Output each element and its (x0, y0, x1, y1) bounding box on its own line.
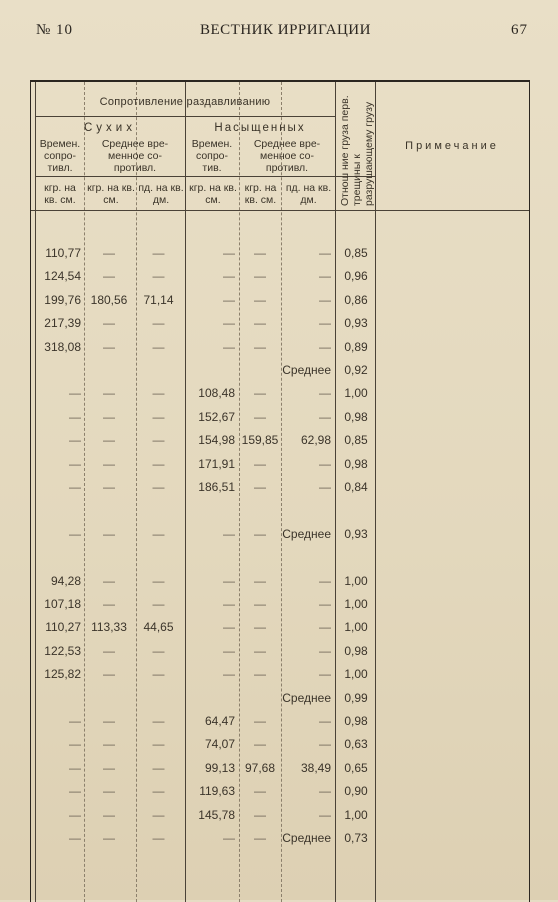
cell-d2: — (103, 760, 115, 775)
unit-sat-temp: кгр. на кв. см. (189, 182, 237, 206)
cell-s1 (185, 687, 235, 709)
cell-ratio: 0,63 (344, 737, 368, 752)
cell-d3: — (152, 573, 165, 588)
unit-sat-avg-dm: пд. на кв. дм. (285, 182, 332, 206)
table-row (31, 780, 529, 802)
cell-s2: 159,85 (241, 433, 279, 448)
cell-d1: — (69, 526, 81, 541)
cell-s2: — (254, 456, 266, 471)
cell-d3: — (152, 714, 165, 728)
cell-s2: — (254, 784, 266, 799)
cell-ratio: 0,96 (344, 269, 368, 284)
cell-s1: 119,63 (199, 784, 235, 799)
table-row (31, 593, 529, 615)
table-row (31, 382, 529, 404)
cell-d2: 180,56 (90, 292, 128, 307)
cell-d1: 199,76 (44, 292, 81, 307)
cell-d1: 125,82 (44, 667, 81, 682)
cell-d1: — (69, 456, 81, 471)
cell-s1: — (223, 597, 235, 611)
unit-dry-avg-cm: кгр. на кв. см. (87, 182, 135, 206)
cell-ratio: 1,00 (344, 597, 368, 611)
cell-d3: — (152, 246, 165, 260)
cell-ratio: 1,00 (344, 807, 368, 822)
cell-s3: — (319, 643, 331, 658)
cell-ratio: 1,00 (344, 386, 368, 401)
cell-d3: — (152, 269, 165, 284)
cell-d1: — (69, 760, 81, 775)
cell-d2: — (103, 246, 115, 260)
cell-d3 (136, 546, 181, 568)
cell-s3: 38,49 (300, 760, 331, 775)
cell-d3: — (152, 433, 165, 448)
cell-s1: 64,47 (204, 714, 235, 728)
cell-s2: — (254, 597, 266, 611)
unit-dry-temp: кгр. на кв. см. (44, 182, 76, 206)
cell-s3: Среднее (282, 526, 331, 541)
table-row (31, 757, 529, 779)
table-row (31, 499, 529, 521)
cell-s1: 99,13 (204, 760, 235, 775)
cell-s2: — (254, 714, 266, 728)
cell-ratio: 0,85 (344, 433, 368, 448)
cell-d2: — (103, 386, 115, 401)
cell-s1: 186,51 (198, 480, 235, 494)
cell-s2: — (254, 409, 266, 424)
sat-avg-header: Среднее вре- менное со- противл. (253, 138, 321, 174)
cell-s1: — (223, 316, 235, 331)
table-row (31, 804, 529, 826)
cell-s2 (239, 546, 281, 568)
cell-s2: 97,68 (244, 760, 276, 775)
cell-d3 (136, 499, 181, 521)
cell-ratio: 0,99 (344, 690, 368, 705)
cell-s3: Среднее (282, 363, 331, 377)
cell-ratio (339, 499, 373, 521)
cell-s3: — (319, 620, 331, 635)
cell-d3: — (152, 386, 165, 401)
dry-temp-header: Времен. сопро- тивл. (39, 138, 81, 174)
note-header: Примечание (405, 140, 499, 152)
cell-ratio: 1,00 (344, 667, 368, 682)
unit-dry-avg-dm: пд. на кв. дм. (138, 182, 184, 206)
table-row (31, 453, 529, 475)
table-row (31, 687, 529, 709)
cell-s1 (185, 546, 235, 568)
header-bottom-rule (31, 210, 529, 211)
cell-s2: — (254, 737, 266, 752)
cell-ratio: 1,00 (344, 573, 368, 588)
table-row (31, 827, 529, 849)
cell-s2: — (254, 246, 266, 260)
header-rule (35, 176, 375, 177)
cell-s3: — (319, 480, 331, 494)
cell-d2: — (103, 714, 115, 728)
cell-d2: — (103, 480, 115, 494)
cell-ratio: 0,98 (344, 456, 368, 471)
cell-d1 (35, 687, 81, 709)
cell-d3: — (152, 643, 165, 658)
cell-d1: 124,54 (44, 269, 81, 284)
cell-d1: — (69, 737, 81, 752)
cell-s2: — (254, 667, 266, 682)
cell-d2 (84, 359, 134, 381)
cell-s2: — (254, 573, 266, 588)
dry-label: Сухих (84, 122, 136, 134)
cell-d2: — (103, 667, 115, 682)
cell-d3: — (152, 784, 165, 799)
cell-d2 (84, 499, 134, 521)
sat-temp-header: Времен. сопро- тив. (191, 138, 233, 174)
cell-ratio: 0,92 (344, 363, 368, 377)
cell-d2: — (103, 433, 115, 448)
cell-d2: 113,33 (91, 620, 127, 635)
cell-d2: — (103, 339, 115, 354)
cell-d3 (136, 687, 181, 709)
table-row (31, 663, 529, 685)
cell-s3: — (319, 386, 331, 401)
cell-s1 (185, 499, 235, 521)
cell-d1: 318,08 (44, 339, 81, 354)
cell-ratio (339, 546, 373, 568)
table-row (31, 733, 529, 755)
cell-s2: — (254, 620, 266, 635)
page-number: 67 (511, 22, 528, 38)
cell-ratio: 1,00 (344, 620, 368, 635)
issue-number: № 10 (36, 22, 74, 38)
cell-d3: 71,14 (143, 292, 174, 307)
cell-s3: — (319, 269, 331, 284)
table-row (31, 546, 529, 568)
cell-s2 (239, 499, 281, 521)
table-row (31, 289, 529, 311)
cell-s3: — (319, 597, 331, 611)
cell-d1: — (69, 386, 81, 401)
cell-d2: — (103, 807, 115, 822)
cell-s1: — (223, 831, 235, 845)
cell-d2: — (103, 737, 115, 752)
cell-d2: — (103, 831, 115, 845)
table-row (31, 570, 529, 592)
table-row (31, 406, 529, 428)
cell-s1: 154,98 (198, 433, 235, 448)
cell-s2 (239, 687, 281, 709)
cell-d1: — (69, 831, 81, 845)
cell-s3: 62,98 (300, 433, 331, 448)
cell-d3: — (152, 339, 165, 354)
cell-d3: — (152, 807, 165, 822)
cell-ratio: 0,90 (344, 784, 368, 799)
cell-s1: 74,07 (204, 737, 235, 752)
cell-d1 (35, 499, 81, 521)
cell-s2: — (254, 386, 266, 401)
cell-d2: — (103, 643, 115, 658)
header-rule (35, 116, 335, 117)
cell-d1: 122,53 (44, 643, 81, 658)
cell-d3: — (152, 831, 165, 845)
cell-ratio: 0,93 (344, 526, 368, 541)
cell-s1: — (223, 573, 235, 588)
cell-d3: — (152, 737, 165, 752)
cell-s3: — (319, 573, 331, 588)
cell-d2: — (103, 573, 115, 588)
cell-d2: — (103, 316, 115, 331)
cell-ratio: 0,86 (344, 292, 368, 307)
table-row (31, 336, 529, 358)
cell-d1: — (69, 480, 81, 494)
cell-s3: — (319, 339, 331, 354)
cell-s3: Среднее (282, 831, 331, 845)
cell-d3: 44,65 (143, 620, 174, 635)
cell-ratio: 0,98 (344, 714, 368, 728)
cell-s3: — (319, 807, 331, 822)
cell-d2: — (103, 784, 115, 799)
table-row (31, 359, 529, 381)
cell-ratio: 0,93 (344, 316, 368, 331)
ratio-header: Отнош ние груза перв. трещины к разрушающему грузу (339, 95, 375, 206)
table-row (31, 523, 529, 545)
cell-s2: — (254, 292, 266, 307)
cell-d1: — (69, 433, 81, 448)
cell-s2: — (254, 480, 266, 494)
cell-s1: — (223, 620, 235, 635)
table-row (31, 429, 529, 451)
table-row (31, 640, 529, 662)
cell-d1: 107,18 (44, 597, 81, 611)
cell-s3: Среднее (282, 690, 331, 705)
cell-s2: — (254, 807, 266, 822)
cell-s1: 108,48 (198, 386, 235, 401)
cell-s3: — (319, 737, 331, 752)
table-row (31, 616, 529, 638)
cell-ratio: 0,85 (344, 246, 368, 260)
cell-s1: — (223, 526, 235, 541)
cell-d2 (84, 687, 134, 709)
cell-d2 (84, 546, 134, 568)
cell-s3: — (319, 784, 331, 799)
cell-d1: 94,28 (50, 573, 81, 588)
cell-d2: — (103, 456, 115, 471)
cell-s1: 145,78 (198, 807, 235, 822)
cell-d1: — (69, 409, 81, 424)
table-row (31, 312, 529, 334)
cell-d2: — (103, 526, 115, 541)
cell-s3: — (319, 292, 331, 307)
cell-s2: — (254, 643, 266, 658)
cell-s2: — (254, 269, 266, 284)
cell-s2 (239, 359, 281, 381)
cell-s2: — (254, 831, 266, 845)
cell-d2: — (103, 409, 115, 424)
cell-d2: — (103, 597, 115, 611)
cell-s3: — (319, 667, 331, 682)
cell-s1: — (223, 292, 235, 307)
cell-d3: — (152, 456, 165, 471)
cell-d1: — (69, 784, 81, 799)
table-row (31, 476, 529, 498)
cell-s3: — (319, 409, 331, 424)
cell-d1: 110,27 (45, 620, 81, 635)
cell-d3: — (152, 316, 165, 331)
cell-s1: — (223, 269, 235, 284)
cell-d1 (35, 546, 81, 568)
running-header (0, 18, 558, 44)
data-table (30, 80, 530, 902)
cell-d1: — (69, 807, 81, 822)
cell-ratio: 0,89 (344, 339, 368, 354)
cell-ratio: 0,98 (344, 409, 368, 424)
cell-s3 (281, 546, 331, 568)
cell-s2: — (254, 316, 266, 331)
cell-d3: — (152, 667, 165, 682)
table-row (31, 242, 529, 264)
unit-sat-avg-cm: кгр. на кв. см. (244, 182, 277, 206)
cell-d3: — (152, 597, 165, 611)
cell-d3: — (152, 526, 165, 541)
cell-s2: — (254, 339, 266, 354)
table-row (31, 265, 529, 287)
cell-s1 (185, 359, 235, 381)
cell-s1: — (223, 643, 235, 658)
journal-title: ВЕСТНИК ИРРИГАЦИИ (200, 22, 371, 38)
cell-d2: — (103, 269, 115, 284)
cell-s1: 171,91 (198, 456, 235, 471)
cell-ratio: 0,73 (344, 831, 368, 845)
group-title: Сопротивление раздавливанию (99, 96, 271, 108)
cell-s1: — (223, 339, 235, 354)
cell-s1: 152,67 (198, 409, 235, 424)
cell-s3: — (319, 456, 331, 471)
cell-s3: — (319, 246, 331, 260)
cell-ratio: 0,65 (344, 760, 368, 775)
saturated-label: Насыщенных (214, 122, 306, 134)
cell-d3: — (152, 760, 165, 775)
cell-d3: — (152, 409, 165, 424)
cell-s3 (281, 499, 331, 521)
cell-s2: — (254, 526, 266, 541)
cell-ratio: 0,98 (344, 643, 368, 658)
cell-s1: — (223, 667, 235, 682)
cell-d1 (35, 359, 81, 381)
cell-s3: — (319, 714, 331, 728)
table-row (31, 710, 529, 732)
cell-d3: — (152, 480, 165, 494)
cell-d3 (136, 359, 181, 381)
dry-avg-header: Среднее вре- менное со- противл. (101, 138, 169, 174)
cell-d1: 217,39 (44, 316, 81, 331)
cell-d1: — (69, 714, 81, 728)
cell-d1: 110,77 (45, 246, 81, 260)
cell-ratio: 0,84 (344, 480, 368, 494)
cell-s3: — (319, 316, 331, 331)
cell-s1: — (223, 246, 235, 260)
